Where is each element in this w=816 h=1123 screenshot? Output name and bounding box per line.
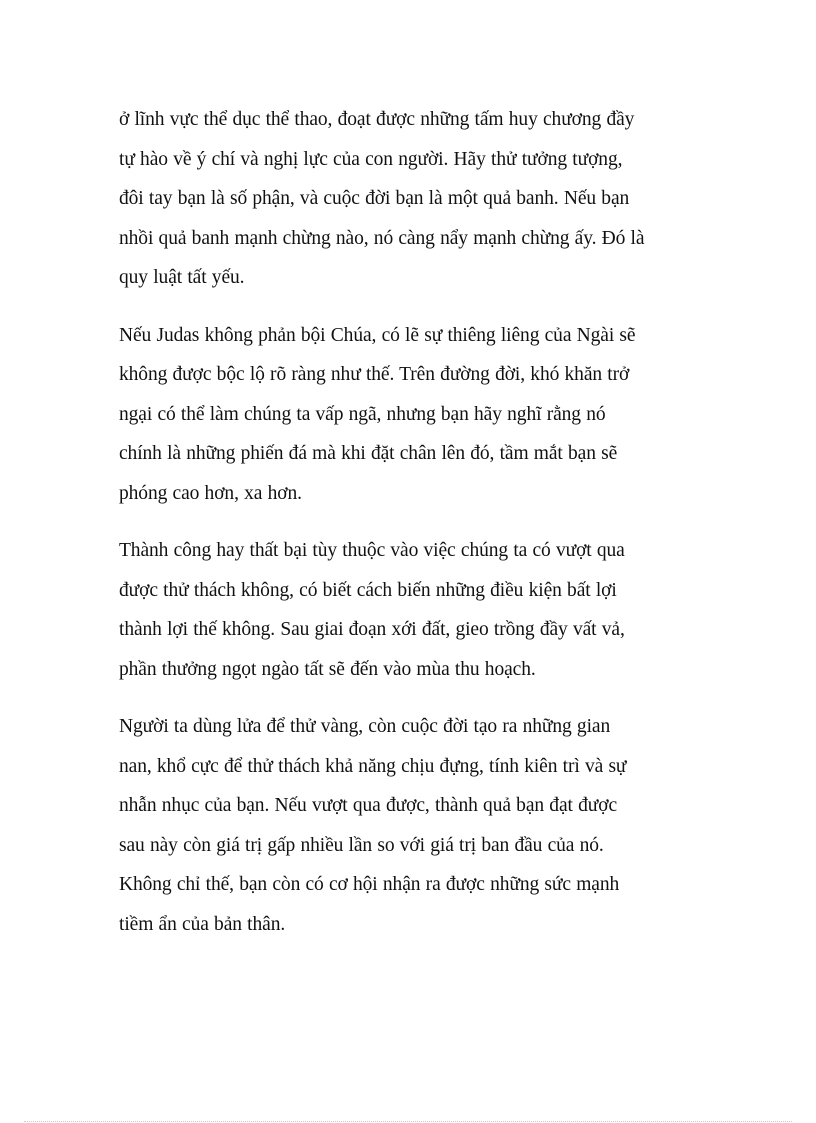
text-line: Thành công hay thất bại tùy thuộc vào việc chúng ta có vượt qua <box>119 540 625 561</box>
page-bottom-divider <box>24 1121 792 1122</box>
text-line: tiềm ẩn của bản thân. <box>119 913 286 935</box>
text-line: Không chỉ thế, bạn còn có cơ hội nhận ra được những sức mạnh <box>119 874 620 895</box>
text-line: Người ta dùng lửa để thử vàng, còn cuộc đời tạo ra những gian <box>119 716 611 737</box>
paragraph-2 <box>119 316 719 514</box>
paragraph-1 <box>119 100 719 298</box>
text-line: ngại có thể làm chúng ta vấp ngã, nhưng bạn hãy nghĩ rằng nó <box>119 403 606 425</box>
text-line: đôi tay bạn là số phận, và cuộc đời bạn là một quả banh. Nếu bạn <box>119 188 630 209</box>
text-line: không được bộc lộ rõ ràng như thế. Trên đường đời, khó khăn trở <box>119 364 630 385</box>
text-line: tự hào về ý chí và nghị lực của con người. Hãy thử tưởng tượng, <box>119 148 623 170</box>
paragraph-4 <box>119 707 719 944</box>
text-line: nan, khổ cực để thử thách khả năng chịu đựng, tính kiên trì và sự <box>119 755 627 777</box>
text-line: được thử thách không, có biết cách biến những điều kiện bất lợi <box>119 579 617 601</box>
text-line: quy luật tất yếu. <box>119 267 245 288</box>
text-line: nhẫn nhục của bạn. Nếu vượt qua được, thành quả bạn đạt được <box>119 795 617 816</box>
text-line: Nếu Judas không phản bội Chúa, có lẽ sự thiêng liêng của Ngài sẽ <box>119 324 636 346</box>
text-line: nhồi quả banh mạnh chừng nào, nó càng nẩy mạnh chừng ấy. Đó là <box>119 227 645 249</box>
paragraph-3 <box>119 531 719 689</box>
text-line: phóng cao hơn, xa hơn. <box>119 482 302 504</box>
text-line: sau này còn giá trị gấp nhiều lần so với giá trị ban đầu của nó. <box>119 834 604 856</box>
text-line: thành lợi thế không. Sau giai đoạn xới đất, gieo trồng đầy vất vả, <box>119 619 625 640</box>
text-line: chính là những phiến đá mà khi đặt chân lên đó, tầm mắt bạn sẽ <box>119 443 618 464</box>
document-body <box>119 100 719 944</box>
text-line: phần thưởng ngọt ngào tất sẽ đến vào mùa thu hoạch. <box>119 658 536 680</box>
text-line: ở lĩnh vực thể dục thể thao, đoạt được những tấm huy chương đầy <box>119 109 635 130</box>
